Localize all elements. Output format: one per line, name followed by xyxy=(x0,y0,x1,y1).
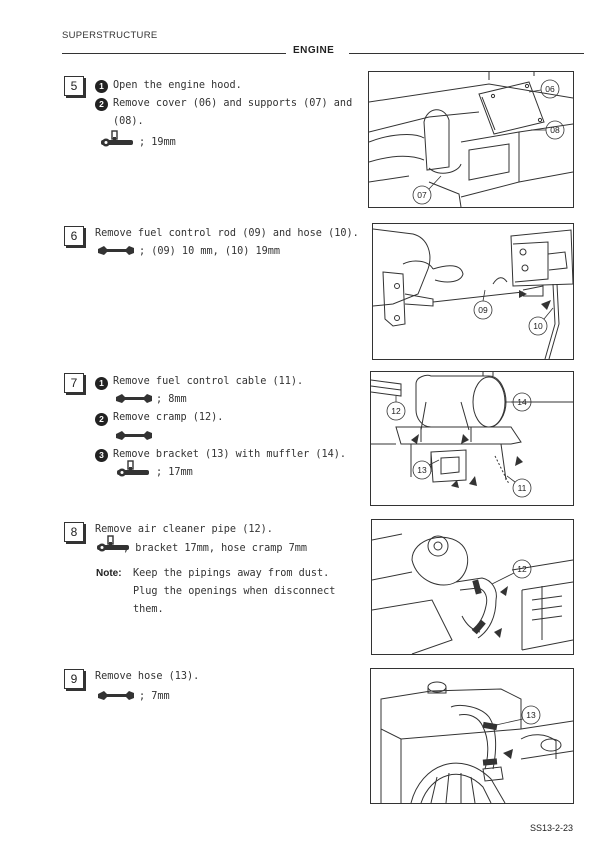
step-number-box: 9 xyxy=(64,669,84,689)
callout-label: 06 xyxy=(545,84,555,94)
item-marker: 2 xyxy=(95,98,108,111)
callout-label: 13 xyxy=(526,710,536,720)
tool-size: ; 8mm xyxy=(156,394,187,405)
tool-size: ; 7mm xyxy=(139,691,170,702)
callout-label: 10 xyxy=(533,321,543,331)
item-marker: 3 xyxy=(95,449,108,462)
chapter-title: ENGINE xyxy=(293,45,335,56)
callout-label: 08 xyxy=(550,125,560,135)
header-rule-right xyxy=(349,53,584,54)
callout-label: 13 xyxy=(417,465,427,475)
item-marker: 1 xyxy=(95,377,108,390)
item-marker: 2 xyxy=(95,413,108,426)
step-instruction: Remove fuel control cable (11). xyxy=(113,376,304,387)
callout-label: 12 xyxy=(391,406,401,416)
step-instruction: Remove bracket (13) with muffler (14). xyxy=(113,449,347,460)
header-rule-left xyxy=(62,53,286,54)
note-text: Plug the openings when disconnect xyxy=(133,586,336,597)
callout-label: 12 xyxy=(517,564,527,574)
section-title: SUPERSTRUCTURE xyxy=(62,30,158,41)
step-number-box: 6 xyxy=(64,226,84,246)
callout-label: 11 xyxy=(517,483,527,493)
step-instruction: Remove hose (13). xyxy=(95,671,200,682)
step-instruction: Remove air cleaner pipe (12). xyxy=(95,524,273,535)
wrench-icon xyxy=(96,244,136,258)
wrench-icon xyxy=(114,429,154,443)
illustration-muffler-bracket xyxy=(370,371,574,506)
step-number-box: 8 xyxy=(64,522,84,542)
item-marker: 1 xyxy=(95,80,108,93)
callout-label: 14 xyxy=(517,397,527,407)
illustration-air-cleaner-pipe xyxy=(371,519,574,655)
tool-size: ; 17mm xyxy=(156,467,193,478)
socket-wrench-icon xyxy=(116,460,152,480)
note-text: them. xyxy=(133,604,164,615)
step-instruction: Open the engine hood. xyxy=(113,80,242,91)
illustration-radiator-hose xyxy=(370,668,574,804)
illustration-engine-cover xyxy=(368,71,574,208)
illustration-fuel-control-rod xyxy=(372,223,574,360)
callout-label: 09 xyxy=(478,305,488,315)
tool-size: ; (09) 10 mm, (10) 19mm xyxy=(139,246,281,257)
step-number-box: 7 xyxy=(64,373,84,393)
callout-label: 07 xyxy=(417,190,427,200)
step-instruction: Remove cramp (12). xyxy=(113,412,224,423)
step-instruction-cont: (08). xyxy=(113,116,144,127)
step-instruction: Remove cover (06) and supports (07) and xyxy=(113,98,353,109)
step-number-box: 5 xyxy=(64,76,84,96)
socket-wrench-icon xyxy=(100,130,136,150)
wrench-icon xyxy=(96,689,136,703)
tool-size: ; bracket 17mm, hose cramp 7mm xyxy=(123,543,308,554)
note-label: Note: xyxy=(96,568,122,579)
tool-size: ; 19mm xyxy=(139,137,176,148)
page-code: SS13-2-23 xyxy=(530,823,574,833)
note-text: Keep the pipings away from dust. xyxy=(133,568,330,579)
step-instruction: Remove fuel control rod (09) and hose (10). xyxy=(95,228,359,239)
wrench-icon xyxy=(114,392,154,406)
